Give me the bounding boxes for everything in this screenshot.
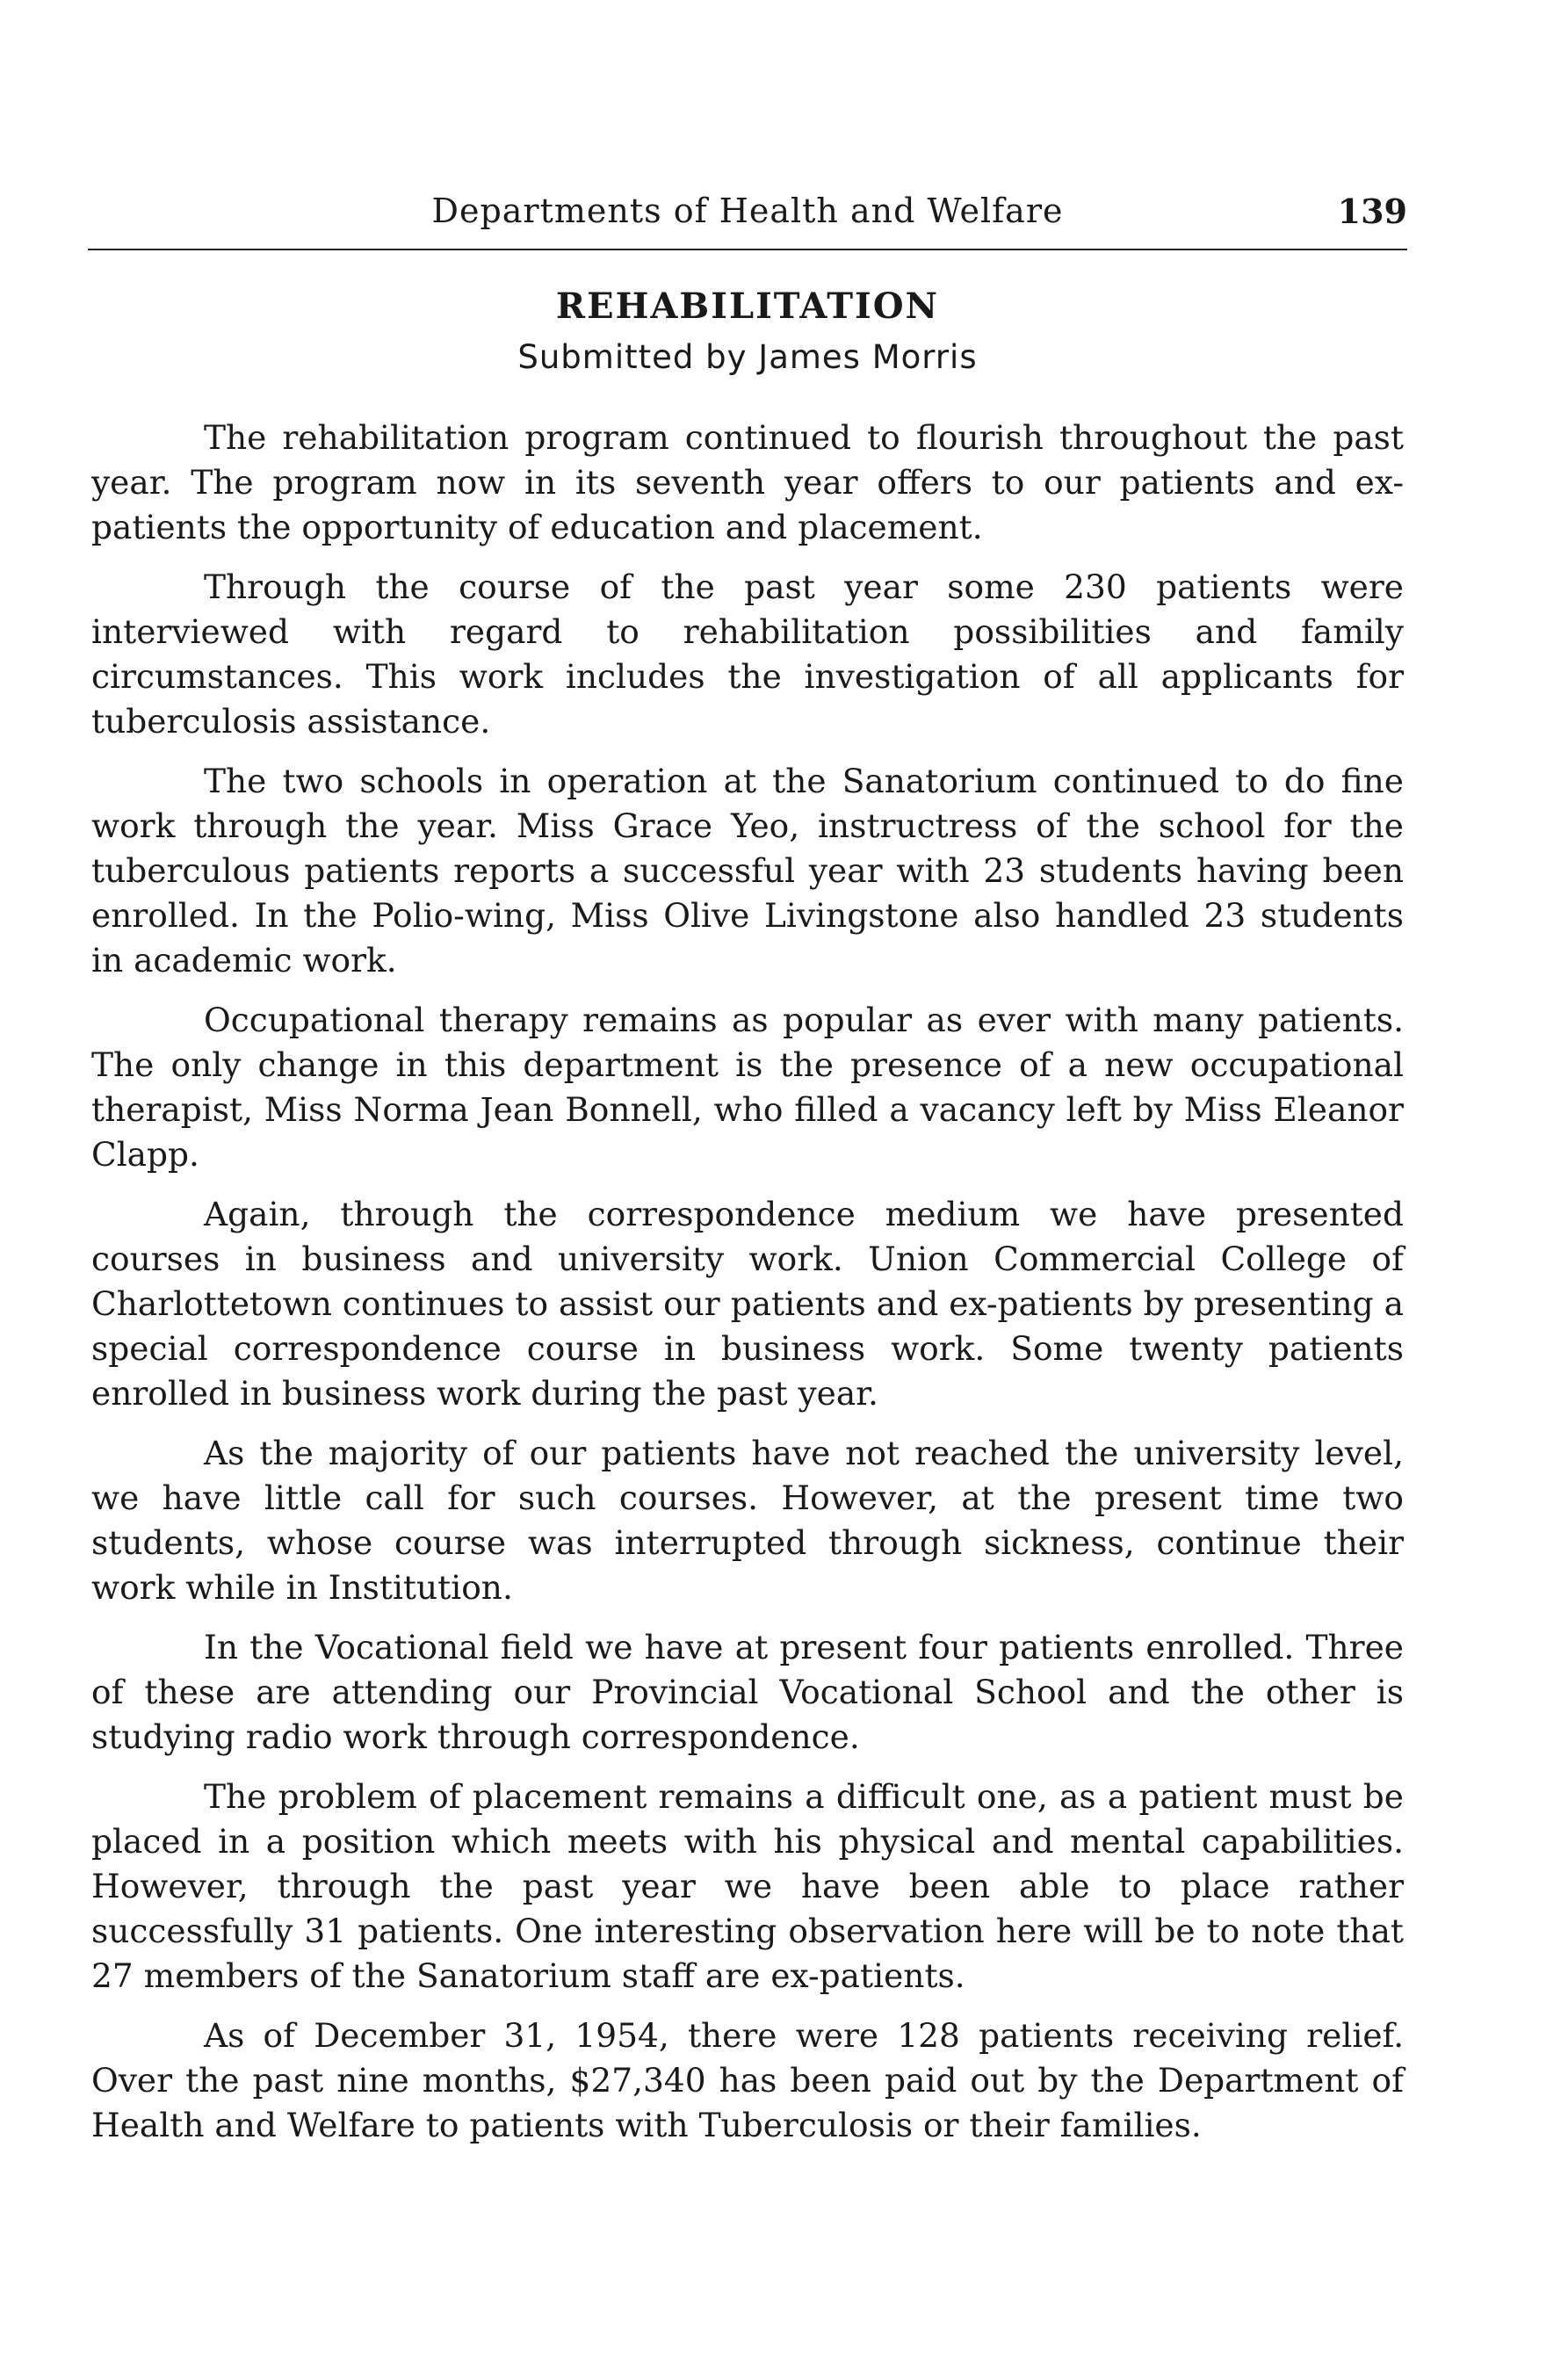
paragraph: The two schools in operation at the Sanatorium continued to do fine work through the year. Miss Grace Yeo, instructress of the school for the tuberculous patients reports a successful year with 23 students having been enrolled. In the Polio-wing, Miss Olive Livingstone also handled 23 students in academic work. (91, 762, 1404, 980)
byline: Submitted by James Morris (517, 338, 978, 376)
paragraph: The problem of placement remains a difficult one, as a patient must be placed in a position which meets with his physical and mental capabilities. However, through the past year we have been able to place rather successfully 31 patients. One interesting observation here will be to note that 27 members of the Sanatorium staff are ex-patients. (91, 1777, 1404, 1995)
paragraph: As of December 31, 1954, there were 128 patients receiving relief. Over the past nine months, $27,340 has been paid out by the Department of Health and Welfare to patients with Tuberculosis or their families. (91, 2016, 1404, 2144)
paragraph: Occupational therapy remains as popular as ever with many patients. The only change in this department is the presence of a new occupational therapist, Miss Norma Jean Bonnell, who filled a vacancy left by Miss Eleanor Clapp. (91, 1001, 1404, 1174)
running-header (88, 192, 1407, 244)
paragraph: As the majority of our patients have not reached the university level, we have little call for such courses. However, at the present time two students, whose course was interrupted through sickness, continue their work while in Institution. (91, 1434, 1404, 1607)
paragraph: The rehabilitation program continued to flourish throughout the past year. The program now in its seventh year offers to our patients and ex-patients the opportunity of education and placement. (91, 418, 1404, 546)
paragraph: In the Vocational field we have at present four patients enrolled. Three of these are attending our Provincial Vocational School and the other is studying radio work through correspondence. (91, 1628, 1404, 1756)
header-rule (88, 249, 1407, 250)
paragraph: Again, through the correspondence medium we have presented courses in business and university work. Union Commercial College of Charlottetown continues to assist our patients and ex-patients by presenting a special correspondence course in business work. Some twenty patients enrolled in business work during the past year. (91, 1195, 1404, 1413)
body-text (91, 416, 1404, 2163)
section-title: REHABILITATION (555, 286, 940, 327)
page-number: 139 (1337, 192, 1407, 231)
paragraph: Through the course of the past year some 230 patients were interviewed with regard to rehabilitation possibilities and family circumstances. This work includes the investigation of all applicants for tuberculosis assistance. (91, 568, 1404, 741)
running-title: Departments of Health and Welfare (431, 192, 1064, 230)
